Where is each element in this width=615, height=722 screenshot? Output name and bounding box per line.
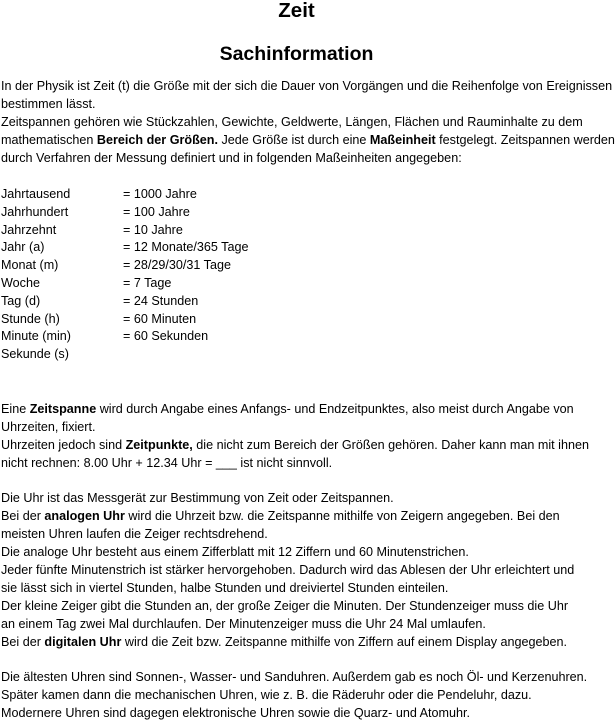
clock-line-1: Die Uhr ist das Messgerät zur Bestimmung von Zeit oder Zeitspannen.: [1, 491, 394, 505]
text-run: die nicht zum Bereich der Größen gehören. Daher kann man mit ihnen: [192, 438, 589, 452]
clock-line-6: sie lässt sich in viertel Stunden, halbe Stunden und dreiviertel Stunden einteilen.: [1, 581, 449, 595]
unit-name: Jahr (a): [1, 240, 45, 255]
text-run: Uhrzeiten jedoch sind: [1, 438, 126, 452]
bold-term-bereich: Bereich der Größen.: [96, 133, 218, 147]
bold-term-analoge-uhr: analogen Uhr: [44, 509, 125, 523]
intro-line-4: [1, 131, 615, 149]
unit-name: Woche: [1, 275, 40, 290]
clock-line-7: Der kleine Zeiger gibt die Stunden an, der große Zeiger die Minuten. Der Stundenzeiger muss die Uhr: [1, 599, 569, 613]
span-line-1: [1, 400, 574, 418]
unit-name: Sekunde (s): [1, 347, 69, 362]
clock-line-3: meisten Uhren laufen die Zeiger rechtsdrehend.: [1, 527, 268, 541]
span-line-4: nicht rechnen: 8.00 Uhr + 12.34 Uhr = ___ ist nicht sinnvoll.: [1, 456, 333, 470]
history-line-2: Später kamen dann die mechanischen Uhren, wie z. B. die Räderuhr oder die Pendeluhr, dazu.: [1, 688, 532, 702]
bold-term-zeitspanne: Zeitspanne: [29, 402, 97, 416]
unit-value: = 1000 Jahre: [123, 187, 197, 201]
unit-value: = 24 Stunden: [123, 293, 199, 308]
text-run: Eine: [1, 402, 30, 416]
intro-line-1: In der Physik ist Zeit (t) die Größe mit der sich die Dauer von Vorgängen und die Reihenfolge von Ereignissen: [1, 79, 613, 93]
unit-value: = 10 Jahre: [123, 222, 183, 237]
history-line-1: Die ältesten Uhren sind Sonnen-, Wasser- und Sanduhren. Außerdem gab es noch Öl- und Kerzenuhren.: [1, 670, 588, 684]
bold-term-masseinheit: Maßeinheit: [369, 133, 436, 147]
bold-term-digitale-uhr: digitalen Uhr: [44, 635, 122, 649]
span-line-2: Uhrzeiten, fixiert.: [1, 420, 96, 434]
page-title: Zeit: [278, 0, 315, 22]
unit-value: = 12 Monate/365 Tage: [123, 240, 249, 255]
unit-name: Tag (d): [1, 293, 41, 308]
unit-name: Jahrzehnt: [1, 222, 57, 237]
intro-line-5: durch Verfahren der Messung definiert und in folgenden Maßeinheiten angegeben:: [1, 151, 462, 165]
text-run: wird die Zeit bzw. Zeitspanne mithilfe von Ziffern auf einem Display angegeben.: [121, 635, 568, 649]
section-title: Sachinformation: [219, 43, 374, 65]
clock-line-4: Die analoge Uhr besteht aus einem Zifferblatt mit 12 Ziffern und 60 Minutenstrichen.: [1, 545, 469, 559]
unit-name: Monat (m): [1, 258, 59, 273]
text-run: Jede Größe ist durch eine: [217, 133, 370, 147]
clock-line-2: [1, 507, 560, 525]
intro-line-3: Zeitspannen gehören wie Stückzahlen, Gewichte, Geldwerte, Längen, Flächen und Rauminhalte zu dem: [1, 115, 583, 129]
unit-name: Stunde (h): [1, 311, 60, 326]
unit-name: Jahrtausend: [1, 187, 71, 201]
span-line-3: [1, 436, 589, 454]
unit-value: = 28/29/30/31 Tage: [123, 258, 231, 273]
text-run: festgelegt. Zeitspannen werden: [435, 133, 615, 147]
unit-value: = 60 Sekunden: [123, 329, 209, 344]
text-run: wird durch Angabe eines Anfangs- und Endzeitpunktes, also meist durch Angabe von: [96, 402, 574, 416]
unit-value: = 100 Jahre: [123, 204, 190, 219]
text-run: wird die Uhrzeit bzw. die Zeitspanne mithilfe von Zeigern angegeben. Bei den: [124, 509, 560, 523]
clock-line-5: Jeder fünfte Minutenstrich ist stärker hervorgehoben. Dadurch wird das Ablesen der Uhr erleichtert und: [1, 563, 575, 577]
unit-name: Minute (min): [1, 329, 71, 344]
clock-line-8: an einem Tag zwei Mal durchlaufen. Der Minutenzeiger muss die Uhr 24 Mal umlaufen.: [1, 617, 486, 631]
text-run: mathematischen: [1, 133, 97, 147]
bold-term-zeitpunkte: Zeitpunkte,: [125, 438, 193, 452]
unit-name: Jahrhundert: [1, 204, 69, 219]
text-run: Bei der: [1, 509, 45, 523]
text-run: Bei der: [1, 635, 45, 649]
unit-value: = 7 Tage: [123, 275, 172, 290]
history-line-3: Modernere Uhren sind dagegen elektronische Uhren sowie die Quarz- und Atomuhr.: [1, 706, 471, 720]
clock-line-9: [1, 633, 567, 651]
unit-value: = 60 Minuten: [123, 311, 197, 326]
intro-line-2: bestimmen lässt.: [1, 97, 96, 111]
